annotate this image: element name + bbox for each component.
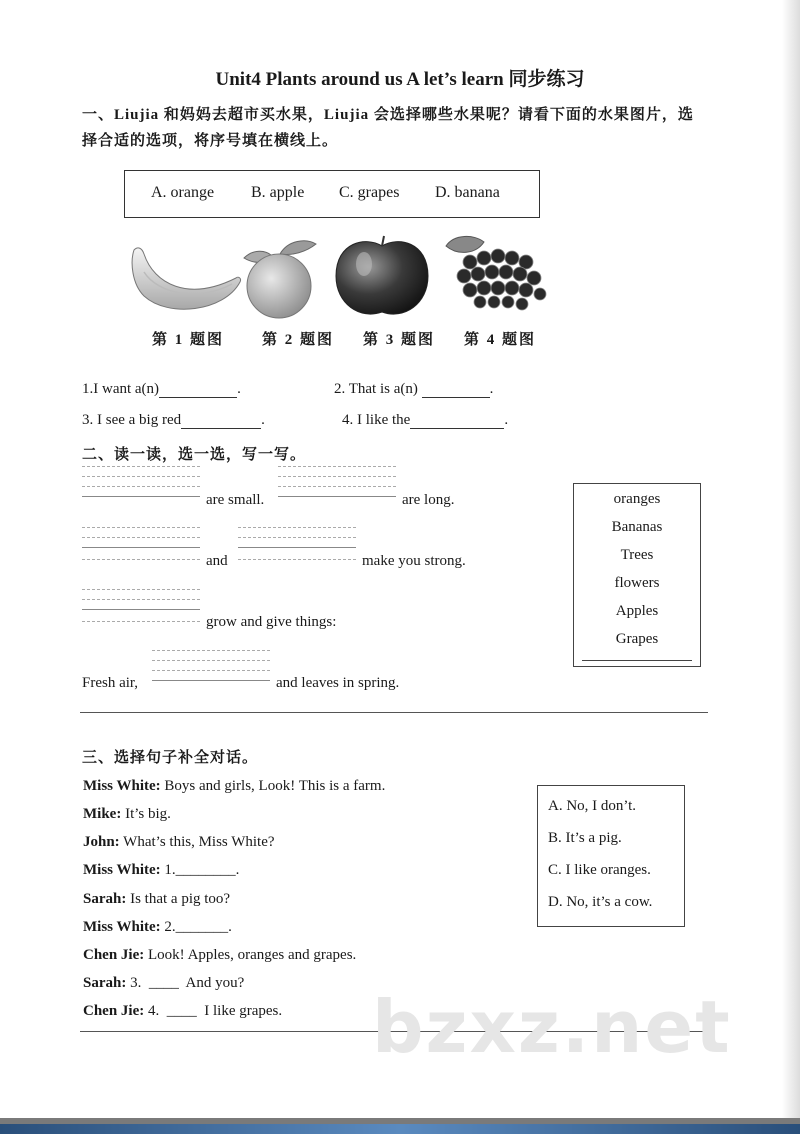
speaker: Chen Jie: [83,947,145,963]
section3-heading: 三、选择句子补全对话。 [82,750,259,766]
question-1-blank[interactable] [159,397,237,398]
writing-blank-5[interactable] [82,589,200,629]
question-4-text: 4. I like the [342,412,411,428]
question-4-end: . [504,412,509,428]
line4-text-a: Fresh air, [82,675,139,691]
answer-option-d: D. No, it’s a cow. [548,894,653,910]
dialogue-line-7 [83,947,356,964]
word-bank-box [573,483,701,667]
question-2-end: . [489,381,494,397]
speaker: Mike: [83,806,122,822]
question-2 [334,381,493,398]
dialogue-text: Look! Apples, oranges and grapes. [144,947,357,963]
line1-text-b: are long. [402,492,455,508]
writing-blank-3[interactable] [82,527,200,567]
line4-text-b: and leaves in spring. [276,675,400,691]
dialogue-text[interactable]: 1.________. [160,862,240,878]
option-d: D. banana [435,184,500,201]
question-1 [82,381,241,398]
word-bank-item: Apples [615,603,659,619]
question-2-blank[interactable] [422,397,490,398]
speaker: Miss White: [83,862,161,878]
speaker: Miss White: [83,919,161,935]
word-bank-item: Grapes [615,631,659,647]
page-title: Unit4 Plants around us A let’s learn 同步练习 [215,69,585,90]
answer-option-a: A. No, I don’t. [548,798,637,814]
dialogue-line-3 [83,834,275,851]
line1-text-a: are small. [206,492,265,508]
section1-instruction-line2: 择合适的选项，将序号填在横线上。 [82,133,339,149]
caption-2: 第 2 题图 [262,332,335,348]
apple-image [332,232,432,320]
question-4-blank[interactable] [410,428,504,429]
dialogue-text: It’s big. [121,806,171,822]
dialogue-text[interactable]: 3. ____ And you? [126,975,245,991]
caption-3: 第 3 题图 [363,332,436,348]
question-3-blank[interactable] [181,428,261,429]
question-1-text: 1.I want a(n) [82,381,160,397]
line3-text: grow and give things: [206,614,337,630]
dialogue-line-6 [83,919,232,936]
question-1-end: . [237,381,241,397]
writing-blank-2[interactable] [278,466,396,506]
word-bank-item: flowers [614,575,660,591]
speaker: Sarah: [83,975,127,991]
option-a: A. orange [151,184,215,201]
word-bank-item: oranges [613,491,661,507]
options-box [124,170,540,218]
watermark-text: bzxz.net [372,985,732,1069]
writing-blank-4[interactable] [238,527,356,567]
speaker: Sarah: [83,891,127,907]
answer-option-b: B. It’s a pig. [548,830,622,846]
question-3-text: 3. I see a big red [82,412,182,428]
question-3 [82,412,265,429]
bottom-toolbar-strip [0,1124,800,1134]
word-bank-item: Bananas [611,519,663,535]
option-c: C. grapes [339,184,400,201]
question-4 [342,412,508,429]
dialogue-line-5 [83,891,230,908]
section2-heading: 二、读一读，选一选，写一写。 [82,447,307,463]
dialogue-line-4 [83,862,239,879]
dialogue-line-9 [83,1003,282,1020]
speaker: Miss White: [83,778,161,794]
question-3-end: . [261,412,265,428]
dialogue-line-2 [83,806,171,823]
caption-4: 第 4 题图 [464,332,537,348]
banana-image [128,232,244,318]
answer-option-c: C. I like oranges. [548,862,651,878]
writing-blank-6[interactable] [152,650,270,690]
grapes-image [440,232,552,318]
speaker: John: [83,834,120,850]
orange-image [236,236,322,320]
word-bank-item: Trees [620,547,654,563]
line2-text-a: and [206,553,228,569]
word-bank-underline [582,660,692,661]
dialogue-text: What’s this, Miss White? [119,834,275,850]
caption-1: 第 1 题图 [152,332,225,348]
dialogue-text: Is that a pig too? [126,891,231,907]
dialogue-line-8 [83,975,244,992]
writing-blank-1[interactable] [82,466,200,506]
dialogue-text[interactable]: 2._______. [160,919,232,935]
dialogue-text: Boys and girls, Look! This is a farm. [160,778,386,794]
line2-text-b: make you strong. [362,553,466,569]
dialogue-line-1 [83,778,385,795]
page-edge-shadow [782,0,800,1134]
dialogue-text[interactable]: 4. ____ I like grapes. [144,1003,283,1019]
section1-instruction-line1: 一、Liujia 和妈妈去超市买水果，Liujia 会选择哪些水果呢？请看下面的水果图片，选 [82,107,694,123]
option-b: B. apple [251,184,305,201]
speaker: Chen Jie: [83,1003,145,1019]
divider-1 [80,712,708,713]
answer-options-box [537,785,685,927]
question-2-text: 2. That is a(n) [334,381,418,397]
